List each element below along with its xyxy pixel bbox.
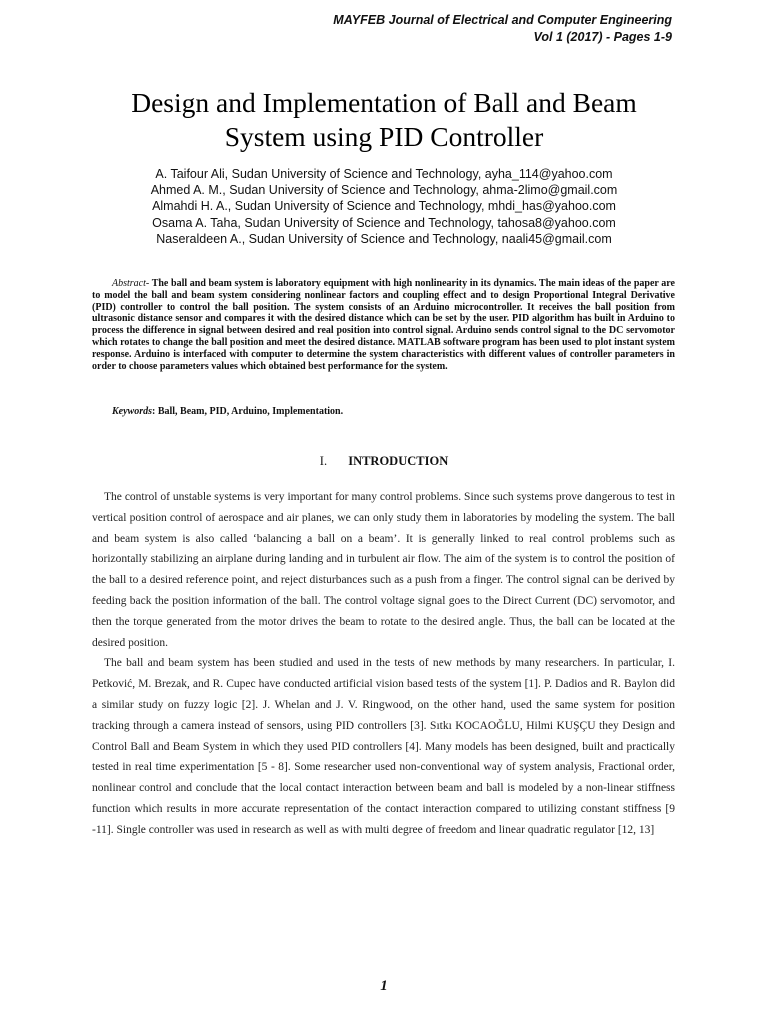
journal-volume: Vol 1 (2017) - Pages 1-9 bbox=[533, 30, 672, 44]
author-line: Ahmed A. M., Sudan University of Science and Technology, ahma-2limo@gmail.com bbox=[150, 183, 618, 198]
journal-name: MAYFEB Journal of Electrical and Computer Engineering bbox=[333, 13, 672, 27]
section-title: INTRODUCTION bbox=[348, 454, 449, 468]
journal-header bbox=[333, 12, 672, 46]
author-line: Naseraldeen A., Sudan University of Science and Technology, naali45@gmail.com bbox=[156, 231, 612, 246]
section-number: I. bbox=[319, 454, 328, 468]
author-list bbox=[60, 166, 708, 247]
author-line: Almahdi H. A., Sudan University of Science and Technology, mhdi_has@yahoo.com bbox=[152, 199, 616, 214]
section-heading bbox=[0, 454, 768, 469]
paper-title bbox=[60, 86, 708, 154]
abstract-text: The ball and beam system is laboratory equipment with high nonlinearity in its dynamics. The main ideas of the paper are to model the ball and beam system considering nonlinear factors and coupling effect and to design Proportional Integral Derivative (PID) controller to control the ball position. The system consists of an Arduino microcontroller. It receives the ball position from ultrasonic distance sensor and compares it with the desired distance which can be set by the user. PID algorithm has built in Arduino to process the difference in signal between desired and real position into control signal. Arduino sends control signal to the DC servomotor which rotates to change the ball position and meet the desired distance. MATLAB software program has been used to plot instant system response. Arduino is interfaced with computer to determine the system characteristics with different values of controller parameters in order to choose parameters values which obtained best performance for the system. bbox=[92, 278, 675, 372]
author-line: A. Taifour Ali, Sudan University of Science and Technology, ayha_114@yahoo.com bbox=[155, 167, 613, 181]
title-line-1: Design and Implementation of Ball and Beam bbox=[131, 87, 637, 118]
body-text bbox=[92, 487, 675, 841]
abstract-label: Abstract- bbox=[112, 278, 150, 289]
keywords bbox=[112, 406, 343, 417]
title-line-2: System using PID Controller bbox=[224, 121, 544, 152]
author-line: Osama A. Taha, Sudan University of Science and Technology, tahosa8@yahoo.com bbox=[152, 215, 616, 230]
paragraph: The ball and beam system has been studied and used in the tests of new methods by many researchers. In particular, I. Petković, M. Brezak, and R. Cupec have conducted artificial vision based tests of the system [1]. P. Dadios and R. Baylon did a similar study on fuzzy logic [2]. J. Whelan and J. V. Ringwood, on the other hand, used the same system for position tracking through a camera instead of sensors, using PID controllers [3]. Sıtkı KOCAOĞLU, Hilmi KUŞÇU they Design and Control Ball and Beam System in which they used PID controllers [4]. Many models has been designed, built and practically tested in real time experimentation [5 - 8]. Some researcher used non-conventional way of system analysis, Fractional order, nonlinear control and conclude that the local contact interaction between beam and ball is modeled by a non-linear stiffness function which results in more accurate representation of the contact interaction compared to utilizing constant stiffness [9 -11]. Single controller was used in research as well as with multi degree of freedom and linear quadratic regulator [12, 13] bbox=[92, 657, 675, 836]
paragraph: The control of unstable systems is very important for many control problems. Since such systems prove dangerous to test in vertical position control of aerospace and air planes, we can only study them in laboratories by modeling the system. The ball and beam system is also called ‘balancing a ball on a beam’. It is generally linked to real control problems such as horizontally stabilizing an airplane during landing and in turbulent air flow. The aim of the system is to control the position of the ball to a desired reference point, and reject disturbances such as a push from a finger. The control signal can be derived by feeding back the position information of the ball. The control voltage signal goes to the Direct Current (DC) servomotor, and then the torque generated from the motor drives the beam to rotate to the desired angle. Thus, the ball can be located at the desired position. bbox=[92, 491, 675, 649]
keywords-text: : Ball, Beam, PID, Arduino, Implementation. bbox=[152, 406, 344, 417]
keywords-label: Keywords bbox=[112, 406, 152, 417]
abstract bbox=[92, 278, 675, 372]
page-number: 1 bbox=[380, 978, 388, 994]
